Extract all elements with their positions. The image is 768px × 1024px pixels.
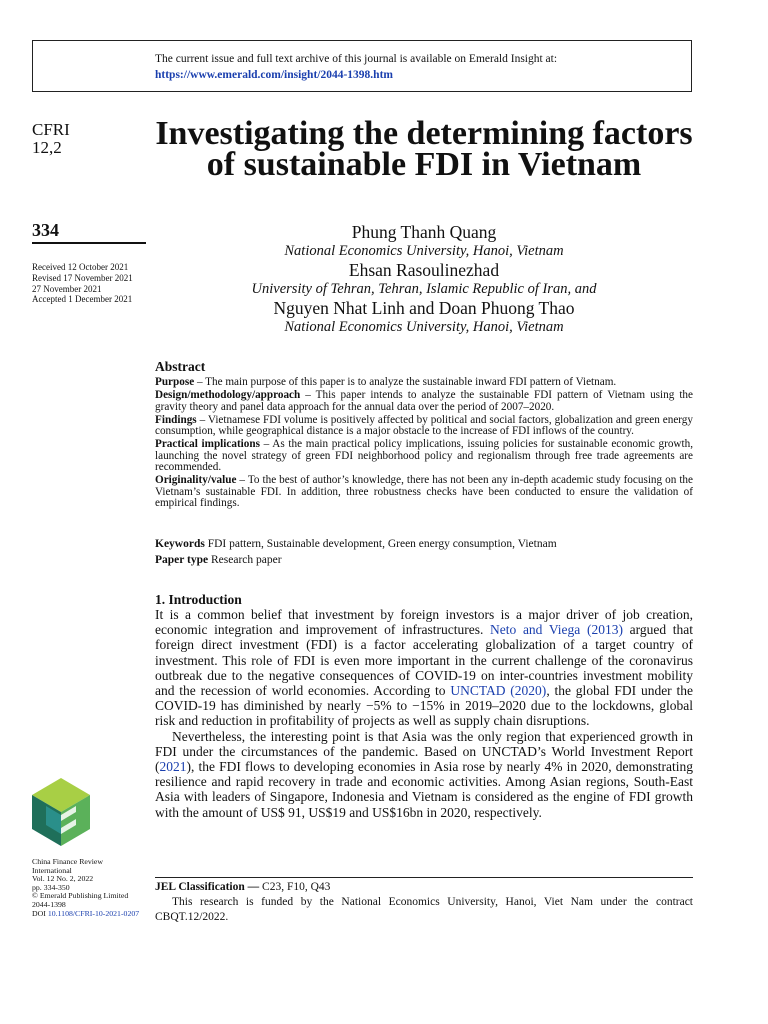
design-text: – This paper intends to analyze the sustainable FDI pattern of Vietnam using the gravity theory and panel data approach for the annual data over the period of 2007–2020.	[155, 389, 693, 413]
abstract-body	[155, 377, 693, 511]
intro-paragraph-1	[155, 607, 693, 729]
citation-link-2021[interactable]: 2021	[159, 759, 187, 775]
author-affiliation-3: National Economics University, Hanoi, Vietnam	[284, 319, 564, 335]
imprint-line-3: Vol. 12 No. 2, 2022	[32, 874, 94, 884]
p1-text-b: argued that foreign direct investment (FDI) is a factor accelerating globalization of a target country of investment. This role of FDI is even more important in the current challenge of the coronavirus outbreak due to the negative consequences of COVID-19 on inter-countries investment mobility and the recession of world economies. According to	[155, 622, 693, 699]
journal-id	[32, 121, 70, 157]
author-affiliation-2: University of Tehran, Tehran, Islamic Republic of Iran, and	[251, 281, 597, 297]
funding-note: This research is funded by the National Economics University, Hanoi, Viet Nam under the contract CBQT.12/2022.	[155, 896, 693, 923]
citation-link-unctad-2020[interactable]: UNCTAD (2020)	[450, 683, 547, 699]
archive-notice: The current issue and full text archive of this journal is available on Emerald Insight at:	[155, 53, 558, 65]
emerald-cfri-logo-icon	[30, 776, 92, 848]
date-received: Received 12 October 2021	[32, 262, 129, 272]
introduction-body	[155, 607, 693, 820]
date-accepted: Accepted 1 December 2021	[32, 294, 133, 305]
author-name-3: Nguyen Nhat Linh and Doan Phuong Thao	[273, 298, 575, 318]
footnote-rule	[155, 877, 693, 878]
abstract-originality	[155, 475, 693, 510]
keywords-line	[155, 537, 693, 553]
imprint-line-5: © Emerald Publishing Limited	[32, 891, 129, 901]
imprint-line-4: pp. 334-350	[32, 882, 70, 892]
originality-label: Originality/value	[155, 474, 237, 486]
purpose-label: Purpose	[155, 376, 195, 388]
section-heading-introduction: 1. Introduction	[155, 592, 242, 607]
journal-abbr: CFRI	[32, 120, 70, 139]
paper-type-label: Paper type	[155, 553, 209, 566]
author-name-1: Phung Thanh Quang	[351, 222, 497, 242]
date-revised-2: 27 November 2021	[32, 283, 102, 294]
abstract-heading: Abstract	[155, 359, 206, 374]
keywords-text: FDI pattern, Sustainable development, Green energy consumption, Vietnam	[204, 538, 557, 550]
findings-text: – Vietnamese FDI volume is positively affected by political and social factors, globalization and green energy consumption, while geographical distance is a major obstacle to the increase of FDI inflows of the country.	[155, 413, 693, 437]
p2-text-a: Nevertheless, the interesting point is that Asia was the only region that experienced growth in FDI under the circumstances of the pandemic. Based on UNCTAD’s World Investment Report (	[155, 728, 693, 775]
abstract-design	[155, 390, 693, 413]
imprint-line-1: China Finance Review	[32, 857, 104, 866]
design-label: Design/methodology/approach	[155, 389, 301, 401]
author-name-2: Ehsan Rasoulinezhad	[348, 260, 500, 280]
jel-codes: C23, F10, Q43	[259, 881, 331, 893]
imprint-line-6: 2044-1398	[32, 899, 66, 909]
page-number: 334	[32, 220, 59, 240]
jel-label: JEL Classification —	[155, 881, 260, 893]
date-revised-1: Revised 17 November 2021	[32, 272, 133, 283]
keywords-block	[155, 537, 693, 568]
doi-link[interactable]: 10.1108/CFRI-10-2021-0207	[47, 908, 140, 918]
journal-access-box	[32, 40, 692, 92]
p1-text-c: , the global FDI under the COVID-19 has diminished by nearly −5% to −15% in 2019–2020 due to the lockdowns, global risk and reduction in profitability of projects as well as supply chain disruptions.	[155, 683, 693, 729]
implications-text: – As the main practical policy implications, issuing policies for sustainable economic growth, launching the novel strategy of green FDI neighborhood policy and regionalism through free trade agreements are recommended.	[155, 438, 693, 473]
abstract-findings	[155, 415, 693, 438]
page-number-rule	[32, 242, 146, 244]
purpose-text: – The main purpose of this paper is to analyze the sustainable inward FDI pattern of Vietnam.	[194, 376, 617, 388]
abstract-purpose	[155, 377, 693, 389]
footnote-block	[155, 880, 693, 925]
intro-paragraph-2	[155, 729, 693, 820]
journal-volume: 12,2	[32, 138, 62, 157]
implications-label: Practical implications	[155, 438, 260, 450]
p1-text-a: It is a common belief that investment by foreign investors is a major driver of job creation, economic integration and improvement of infrastructures.	[155, 607, 693, 638]
p2-text-b: ), the FDI flows to developing economies in Asia rose by nearly 4% in 2020, demonstrating resilience and rapid recovery in trade and economic activities. Among Asian regions, South-East Asia with leaders of Singapore, Indonesia and Vietnam is considered as the engine of FDI growth with the amount of US$ 91, US$19 and US$16bn in 2020, respectively.	[155, 759, 693, 820]
author-block	[155, 222, 693, 336]
paper-title: Investigating the determining factors of sustainable FDI in Vietnam	[155, 115, 693, 183]
abstract-implications	[155, 439, 693, 474]
doi-label: DOI	[32, 908, 48, 918]
keywords-label: Keywords	[155, 538, 205, 550]
doi-line	[32, 910, 152, 919]
journal-imprint	[32, 858, 152, 918]
originality-text: – To the best of author’s knowledge, there has not been any in-depth academic study focusing on the Vietnam’s sustainable FDI. In addition, three robustness checks have been conducted to ensure the validation of empirical findings.	[155, 474, 693, 509]
paper-type-line	[155, 553, 693, 569]
citation-link-neto-viega[interactable]: Neto and Viega (2013)	[490, 622, 623, 638]
imprint-line-2: International	[32, 865, 72, 875]
author-affiliation-1: National Economics University, Hanoi, Vietnam	[284, 243, 564, 259]
journal-url-link[interactable]: https://www.emerald.com/insight/2044-1398.htm	[155, 69, 393, 81]
findings-label: Findings	[155, 413, 197, 426]
article-history	[32, 262, 152, 305]
paper-type-text: Research paper	[208, 553, 282, 566]
jel-line	[155, 880, 693, 895]
